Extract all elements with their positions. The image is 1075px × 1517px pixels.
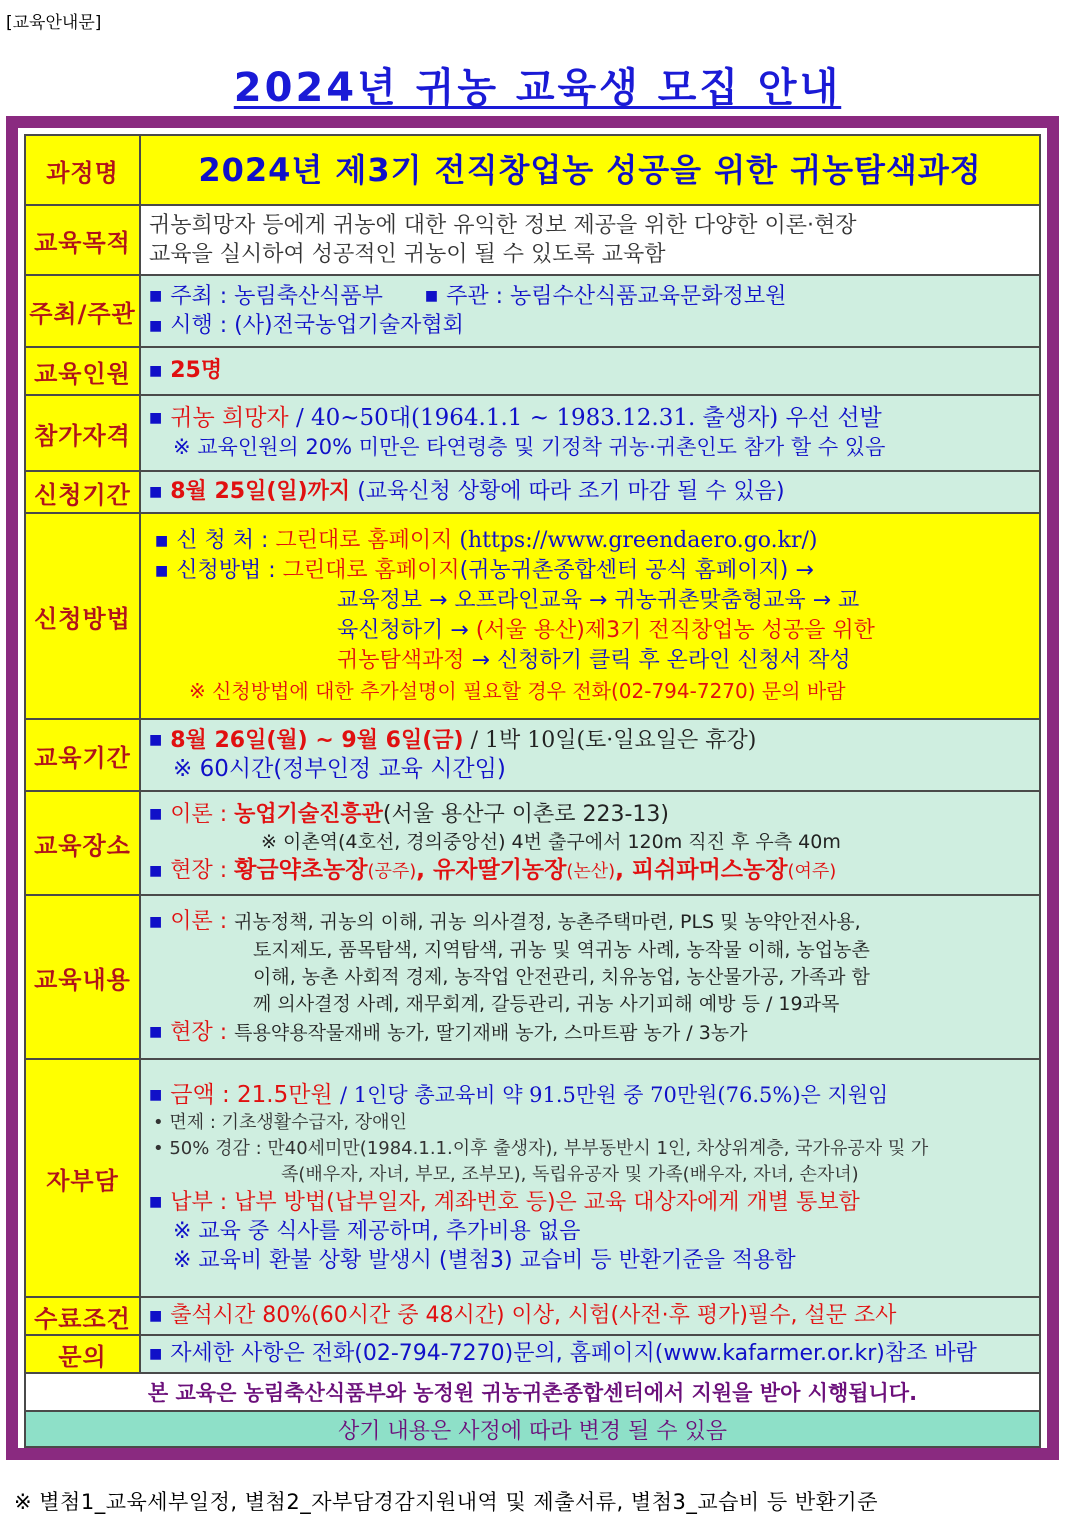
- document-tag: [교육안내문]: [6, 13, 102, 33]
- square-bullet-icon: ■: [149, 913, 163, 930]
- method-value: ■ 신 청 처 : 그린대로 홈페이지 (https://www.greendaero.go.kr/) ■ 신청방법 : 그린대로 홈페이지(귀농귀촌종합센터 공식 홈페이지) → 교육정보 → 오프라인교육 → 귀농귀촌맞춤형교육 → 교 육신청하기 → (서울 용산)제3기 전직창업농 성공을 위한 귀농탐색과정 → 신청하기 클릭 후 온라인 신청서 작성 ※ 신청방법에 대한 추가설명이 필요할 경우 전화(02-794-7270) 문의 바람: [140, 513, 1040, 719]
- purpose-value: [140, 205, 1040, 275]
- label-trainees: 교육인원: [25, 347, 140, 395]
- row-edu-period: [25, 719, 1040, 791]
- support-notice: 본 교육은 농림축산식품부와 농정원 귀농귀촌종합센터에서 지원을 받아 시행됩니다.: [25, 1373, 1040, 1411]
- host-value: [140, 275, 1040, 347]
- row-footer-support: [25, 1373, 1040, 1411]
- qualification-age: / 40~50대(1964.1.1 ~ 1983.12.31. 출생자) 우선 선발: [295, 405, 882, 431]
- square-bullet-icon: ■: [149, 483, 163, 500]
- apply-deadline: 8월 25일(일)까지: [170, 479, 351, 505]
- label-edu-period: 교육기간: [25, 719, 140, 791]
- label-cost: 자부담: [25, 1059, 140, 1297]
- course-title: 2024년 제3기 전직창업농 성공을 위한 귀농탐색과정: [140, 135, 1040, 205]
- row-place: [25, 791, 1040, 895]
- theory-directions: ※ 이촌역(4호선, 경의중앙선) 4번 출구에서 120m 직진 후 우측 40m: [261, 831, 841, 854]
- qualification-wish: 귀농 희망자: [170, 405, 289, 431]
- label-completion: 수료조건: [25, 1297, 140, 1335]
- label-host: 주최/주관: [25, 275, 140, 347]
- label-purpose: 교육목적: [25, 205, 140, 275]
- apply-url[interactable]: (https://www.greendaero.go.kr/): [459, 528, 818, 553]
- row-content: [25, 895, 1040, 1059]
- qualification-value: [140, 395, 1040, 471]
- info-table: [24, 134, 1041, 1448]
- attachments-note: ※ 별첨1_교육세부일정, 별첨2_자부담경감지원내역 및 제출서류, 별첨3_교습비 등 반환기준: [14, 1490, 878, 1514]
- cost-exempt: • 면제 : 기초생활수급자, 장애인: [153, 1111, 407, 1133]
- square-bullet-icon: ■: [149, 410, 163, 426]
- apply-period-note: (교육신청 상황에 따라 조기 마감 될 수 있음): [357, 479, 785, 505]
- row-contact: [25, 1335, 1040, 1373]
- completion-value: ■ 출석시간 80%(60시간 중 48시간) 이상, 시험(사전·후 평가)필수, 설문 조사: [140, 1297, 1040, 1335]
- cost-note-meal: ※ 교육 중 식사를 제공하며, 추가비용 없음: [173, 1219, 581, 1245]
- host-host: 주최 : 농림축산식품부: [170, 283, 383, 309]
- trainees-value: ■ 25명: [140, 347, 1040, 395]
- cost-reduce: • 50% 경감 : 만40세미만(1984.1.1.이후 출생자), 부부동반시 1인, 차상위계층, 국가유공자 및 가: [153, 1137, 929, 1159]
- square-bullet-icon: ■: [149, 732, 163, 749]
- cost-note-refund: ※ 교육비 환불 상황 발생시 (별첨3) 교습비 등 반환기준을 적용함: [173, 1248, 796, 1274]
- apply-site: 그린대로 홈페이지: [275, 528, 453, 553]
- qualification-note: ※ 교육인원의 20% 미만은 타연령층 및 기정착 귀농·귀촌인도 참가 할 수 있음: [173, 435, 886, 459]
- change-notice: 상기 내용은 사정에 따라 변경 될 수 있음: [25, 1411, 1040, 1447]
- theory-place: 농업기술진흥관: [234, 801, 383, 827]
- page-title: 2024년 귀농 교육생 모집 안내: [233, 65, 842, 111]
- square-bullet-icon: ■: [149, 317, 163, 334]
- cost-detail: / 1인당 총교육비 약 91.5만원 중 70만원(76.5%)은 지원임: [340, 1082, 889, 1107]
- label-apply-period: 신청기간: [25, 471, 140, 513]
- document-frame: [6, 116, 1059, 1460]
- host-executor: 시행 : (사)전국농업기술자협회: [170, 313, 464, 338]
- square-bullet-icon: ■: [149, 1194, 163, 1211]
- purpose-line: 교육을 실시하여 성공적인 귀농이 될 수 있도록 교육함: [149, 242, 666, 267]
- label-contact: 문의: [25, 1335, 140, 1373]
- cost-pay: 납부 : 납부 방법(납부일자, 계좌번호 등)은 교육 대상자에게 개별 통보함: [170, 1189, 860, 1215]
- label-content: 교육내용: [25, 895, 140, 1059]
- square-bullet-icon: ■: [149, 1307, 163, 1324]
- purpose-line: 귀농희망자 등에게 귀농에 대한 유익한 정보 제공을 위한 다양한 이론·현장: [149, 213, 857, 238]
- row-footer-change: [25, 1411, 1040, 1447]
- content-value: ■ 이론 : 귀농정책, 귀농의 이해, 귀농 의사결정, 농촌주택마련, PLS 및 농약안전사용, 토지제도, 품목탐색, 지역탐색, 귀농 및 역귀농 사례, 농작물 이해, 농업농촌 이해, 농촌 사회적 경제, 농작업 안전관리, 치유농업, 농산물가공, 가족과 함 께 의사결정 사례, 재무회계, 갈등관리, 귀농 사기피해 예방 등 / 19과목 ■ 현장 : 특용약용작물재배 농가, 딸기재배 농가, 스마트팜 농가 / 3농가: [140, 895, 1040, 1059]
- row-apply-period: [25, 471, 1040, 513]
- edu-period-value: [140, 719, 1040, 791]
- square-bullet-icon: ■: [149, 1024, 163, 1040]
- label-qualification: 참가자격: [25, 395, 140, 471]
- row-method: [25, 513, 1040, 719]
- label-place: 교육장소: [25, 791, 140, 895]
- field-farms: 특용약용작물재배 농가, 딸기재배 농가, 스마트팜 농가 / 3농가: [234, 1021, 748, 1044]
- host-organizer: 주관 : 농림수산식품교육문화정보원: [446, 283, 787, 309]
- label-course: 과정명: [25, 135, 140, 205]
- square-bullet-icon: ■: [149, 1345, 163, 1362]
- method-note: ※ 신청방법에 대한 추가설명이 필요할 경우 전화(02-794-7270) 문의 바람: [189, 679, 846, 703]
- contact-value: ■ 자세한 사항은 전화(02-794-7270)문의, 홈페이지(www.kafarmer.or.kr)참조 바람: [140, 1335, 1040, 1373]
- row-qualification: [25, 395, 1040, 471]
- row-completion: [25, 1297, 1040, 1335]
- row-host: [25, 275, 1040, 347]
- apply-period-value: [140, 471, 1040, 513]
- square-bullet-icon: ■: [149, 806, 163, 823]
- edu-stay: / 1박 10일(토·일요일은 휴강): [470, 727, 757, 753]
- square-bullet-icon: ■: [149, 1086, 163, 1103]
- label-method: 신청방법: [25, 513, 140, 719]
- row-purpose: [25, 205, 1040, 275]
- row-trainees: [25, 347, 1040, 395]
- square-bullet-icon: ■: [155, 533, 169, 549]
- square-bullet-icon: ■: [149, 362, 163, 379]
- row-course: [25, 135, 1040, 205]
- square-bullet-icon: ■: [424, 288, 439, 304]
- square-bullet-icon: ■: [149, 862, 163, 879]
- edu-hours: ※ 60시간(정부인정 교육 시간임): [173, 756, 506, 783]
- cost-amount: 금액 : 21.5만원: [170, 1081, 333, 1108]
- row-cost: [25, 1059, 1040, 1297]
- square-bullet-icon: ■: [155, 563, 169, 579]
- place-value: ■ 이론 : 농업기술진흥관(서울 용산구 이촌로 223-13) ※ 이촌역(4호선, 경의중앙선) 4번 출구에서 120m 직진 후 우측 40m ■ 현장 : 황금약초농장(공주), 유자딸기농장(논산), 피쉬파머스농장(여주): [140, 791, 1040, 895]
- edu-dates: 8월 26일(월) ~ 9월 6일(금): [170, 727, 464, 753]
- square-bullet-icon: ■: [149, 288, 163, 304]
- cost-value: ■ 금액 : 21.5만원 / 1인당 총교육비 약 91.5만원 중 70만원(76.5%)은 지원임 • 면제 : 기초생활수급자, 장애인 • 50% 경감 : 만40세미만(1984.1.1.이후 출생자), 부부동반시 1인, 차상위계층, 국가유공자 및 가 족(배우자, 자녀, 부모, 조부모), 독립유공자 및 가족(배우자, 자녀, 손자녀) ■ 납부 : 납부 방법(납부일자, 계좌번호 등)은 교육 대상자에게 개별 통보함 ※ 교육 중 식사를 제공하며, 추가비용 없음 ※ 교육비 환불 상황 발생시 (별첨3) 교습비 등 반환기준을 적용함: [140, 1059, 1040, 1297]
